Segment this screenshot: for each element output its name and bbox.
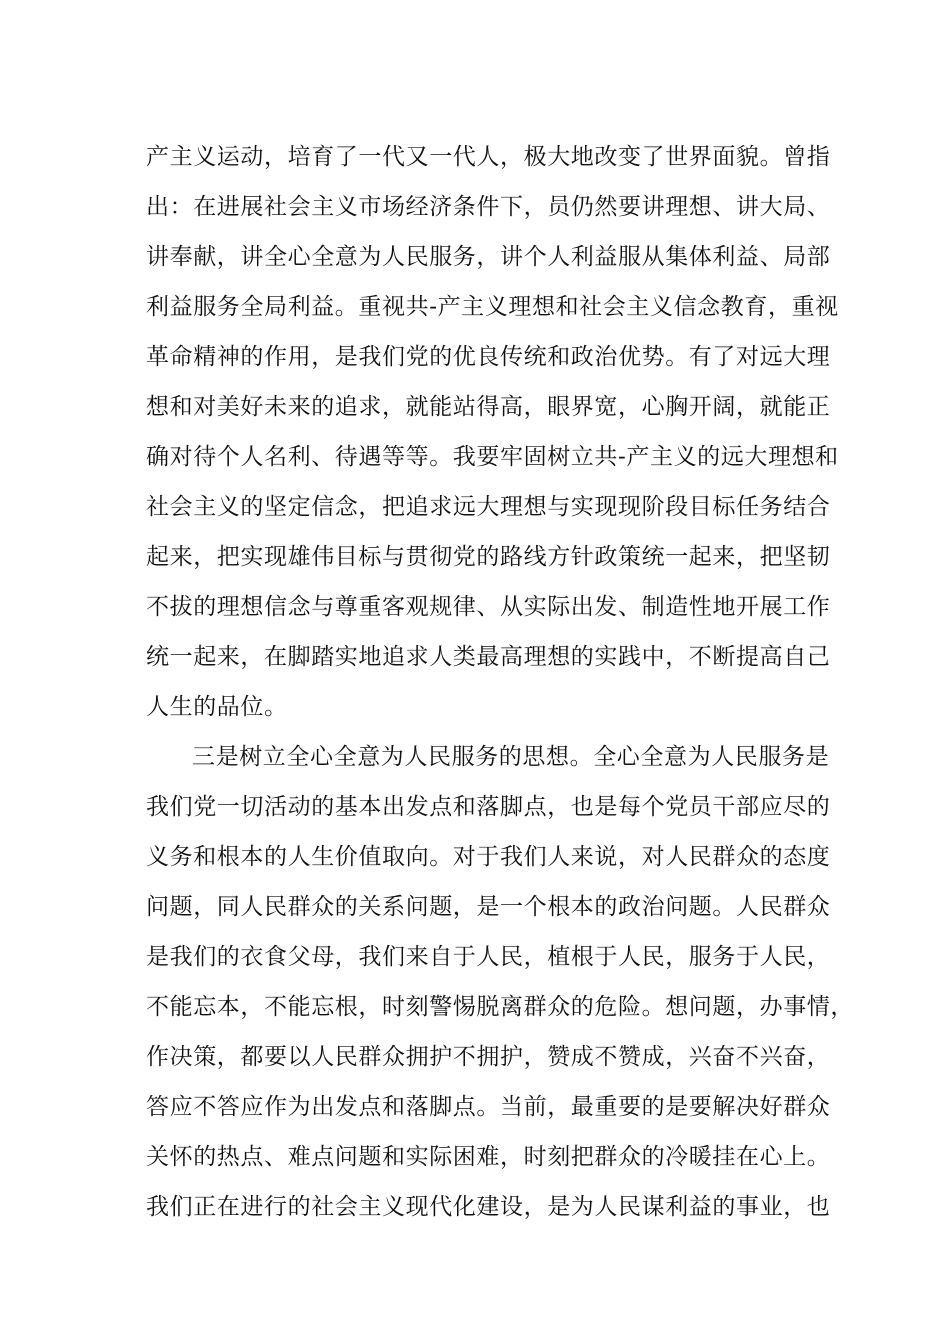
- text-line: 是我们的衣食父母，我们来自于人民，植根于人民，服务于人民，: [146, 944, 831, 970]
- text-line: 不能忘本，不能忘根，时刻警惕脱离群众的危险。想问题，办事情，: [146, 994, 854, 1020]
- document-body: [146, 132, 854, 1232]
- text-line: 问题，同人民群众的关系问题，是一个根本的政治问题。人民群众: [146, 894, 831, 920]
- text-line: 产主义运动，培育了一代又一代人，极大地改变了世界面貌。曾指: [146, 144, 831, 170]
- text-line: 不拔的理想信念与尊重客观规律、从实际出发、制造性地开展工作: [146, 594, 831, 620]
- text-line: 起来，把实现雄伟目标与贯彻党的路线方针政策统一起来，把坚韧: [146, 544, 831, 570]
- text-line: 我们正在进行的社会主义现代化建设，是为人民谋利益的事业，也: [146, 1194, 831, 1220]
- paragraph-serve-the-people: [146, 732, 854, 1232]
- text-line: 讲奉献，讲全心全意为人民服务，讲个人利益服从集体利益、局部: [146, 244, 831, 270]
- text-line: 利益服务全局利益。重视共-产主义理想和社会主义信念教育，重视: [146, 294, 839, 320]
- text-line: 人生的品位。: [146, 694, 288, 720]
- text-line: 社会主义的坚定信念，把追求远大理想与实现现阶段目标任务结合: [146, 494, 831, 520]
- text-line-first: 三是树立全心全意为人民服务的思想。全心全意为人民服务是: [192, 744, 830, 770]
- text-line: 义务和根本的人生价值取向。对于我们人来说，对人民群众的态度: [146, 844, 831, 870]
- paragraph-continued: [146, 132, 839, 732]
- text-line: 确对待个人名利、待遇等等。我要牢固树立共-产主义的远大理想和: [146, 444, 839, 470]
- text-line: 统一起来，在脚踏实地追求人类最高理想的实践中，不断提高自己: [146, 644, 831, 670]
- text-line: 关怀的热点、难点问题和实际困难，时刻把群众的冷暖挂在心上。: [146, 1144, 831, 1170]
- text-line: 想和对美好未来的追求，就能站得高，眼界宽，心胸开阔，就能正: [146, 394, 831, 420]
- text-line: 我们党一切活动的基本出发点和落脚点，也是每个党员干部应尽的: [146, 794, 831, 820]
- text-line: 革命精神的作用，是我们党的优良传统和政治优势。有了对远大理: [146, 344, 831, 370]
- text-line: 作决策，都要以人民群众拥护不拥护，赞成不赞成，兴奋不兴奋，: [146, 1044, 831, 1070]
- text-line: 答应不答应作为出发点和落脚点。当前，最重要的是要解决好群众: [146, 1094, 831, 1120]
- text-line: 出：在进展社会主义市场经济条件下，员仍然要讲理想、讲大局、: [146, 194, 831, 220]
